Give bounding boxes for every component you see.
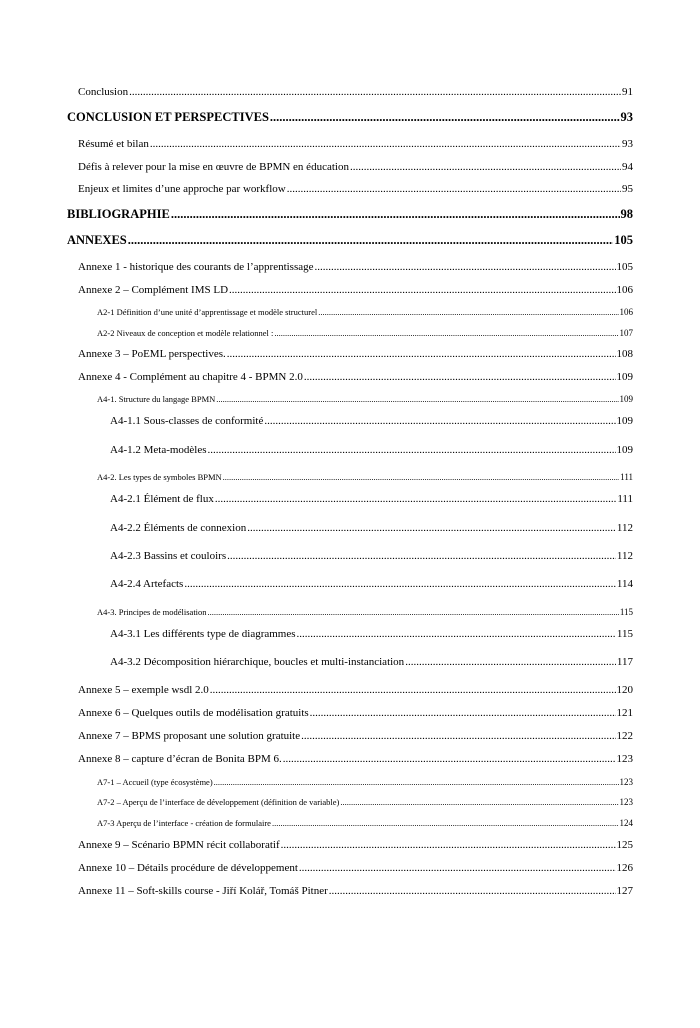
toc-entry[interactable] (78, 138, 633, 150)
toc-entry[interactable] (78, 862, 633, 874)
toc-entry-page: 124 (619, 818, 633, 828)
toc-entry-title: Annexe 9 – Scénario BPMN récit collaboratif (78, 839, 280, 851)
toc-entry-page: 112 (616, 550, 633, 562)
toc-entry-page: 94 (622, 161, 633, 173)
dot-leader (270, 110, 620, 125)
toc-entry[interactable] (97, 307, 633, 317)
toc-entry-page: 109 (616, 444, 633, 456)
toc-entry-page: 123 (619, 797, 633, 807)
toc-entry-title: BIBLIOGRAPHIE (67, 207, 170, 221)
toc-entry-page: 123 (616, 753, 633, 765)
toc-entry[interactable] (97, 328, 633, 338)
dot-leader (272, 818, 619, 828)
toc-entry-title: Résumé et bilan (78, 138, 149, 150)
toc-entry[interactable] (110, 493, 633, 505)
toc-entry-title: Annexe 6 – Quelques outils de modélisation gratuits (78, 707, 309, 719)
toc-entry-title: Enjeux et limites d’une approche par workflow (78, 183, 286, 195)
toc-entry[interactable] (67, 233, 633, 248)
toc-entry-title: A4-2.1 Élément de flux (110, 493, 214, 505)
toc-entry[interactable] (78, 371, 633, 383)
toc-entry-page: 93 (620, 110, 633, 124)
toc-entry[interactable] (78, 86, 633, 98)
toc-entry[interactable] (97, 472, 633, 482)
toc-entry-title: A4-1. Structure du langage BPMN (97, 394, 216, 404)
toc-entry-page: 109 (616, 371, 633, 383)
dot-leader (223, 472, 619, 482)
toc-entry-page: 106 (619, 307, 633, 317)
toc-entry-page: 98 (620, 207, 633, 221)
dot-leader (304, 371, 616, 383)
dot-leader (287, 183, 621, 195)
toc-entry-title: A7-1 – Accueil (type écosystème) (97, 777, 213, 787)
toc-entry-page: 93 (622, 138, 633, 150)
toc-entry-title: Annexe 3 – PoEML perspectives. (78, 348, 226, 360)
dot-leader (350, 161, 621, 173)
toc-entry-title: A4-3.2 Décomposition hiérarchique, boucles et multi-instanciation (110, 656, 405, 668)
toc-entry-title: Annexe 11 – Soft-skills course - Jiří Kolář, Tomáš Pitner (78, 885, 328, 897)
dot-leader (208, 607, 619, 617)
toc-entry[interactable] (97, 818, 633, 828)
toc-entry-page: 121 (616, 707, 633, 719)
toc-entry-title: Annexe 2 – Complément IMS LD (78, 284, 229, 296)
dot-leader (283, 753, 616, 765)
toc-entry-page: 127 (616, 885, 633, 897)
dot-leader (340, 797, 618, 807)
toc-entry-title: A4-2.2 Éléments de connexion (110, 522, 247, 534)
toc-entry[interactable] (78, 707, 633, 719)
dot-leader (128, 233, 614, 248)
dot-leader (214, 777, 619, 787)
toc-entry[interactable] (97, 777, 633, 787)
dot-leader (227, 348, 616, 360)
toc-entry-title: Annexe 5 – exemple wsdl 2.0 (78, 684, 209, 696)
toc-entry[interactable] (78, 261, 633, 273)
toc-entry-page: 105 (616, 261, 633, 273)
toc-entry[interactable] (78, 730, 633, 742)
toc-entry[interactable] (110, 415, 633, 427)
toc-entry-page: 115 (619, 607, 633, 617)
toc-entry-page: 126 (616, 862, 633, 874)
toc-entry-title: A4-1.2 Meta-modèles (110, 444, 207, 456)
toc-entry-page: 123 (619, 777, 633, 787)
toc-entry-page: 115 (616, 628, 633, 640)
dot-leader (315, 261, 616, 273)
toc-entry[interactable] (97, 797, 633, 807)
dot-leader (229, 284, 615, 296)
toc-entry-title: CONCLUSION ET PERSPECTIVES (67, 110, 269, 124)
dot-leader (216, 394, 618, 404)
toc-entry[interactable] (110, 628, 633, 640)
dot-leader (171, 207, 620, 222)
dot-leader (215, 493, 616, 505)
toc-entry-title: Défis à relever pour la mise en œuvre de BPMN en éducation (78, 161, 349, 173)
toc-entry[interactable] (110, 578, 633, 590)
toc-entry-title: A4-3.1 Les différents type de diagrammes (110, 628, 296, 640)
toc-entry-page: 114 (616, 578, 633, 590)
toc-entry-page: 111 (617, 493, 633, 505)
toc-entry[interactable] (97, 394, 633, 404)
toc-entry-page: 122 (616, 730, 633, 742)
dot-leader (274, 328, 618, 338)
toc-entry-title: Annexe 4 - Complément au chapitre 4 - BPMN 2.0 (78, 371, 303, 383)
toc-entry-page: 111 (620, 472, 633, 482)
toc-entry-title: A7-2 – Aperçu de l’interface de développement (définition de variable) (97, 797, 340, 807)
dot-leader (210, 684, 616, 696)
toc-entry-title: A4-2.3 Bassins et couloirs (110, 550, 227, 562)
dot-leader (405, 656, 616, 668)
toc-entry-page: 108 (616, 348, 633, 360)
dot-leader (208, 444, 616, 456)
toc-entry-title: A4-3. Principes de modélisation (97, 607, 207, 617)
toc-entry-page: 106 (616, 284, 633, 296)
toc-entry-title: A7-3 Aperçu de l’interface - création de formulaire (97, 818, 271, 828)
toc-entry-title: A4-1.1 Sous-classes de conformité (110, 415, 264, 427)
toc-entry[interactable] (78, 753, 633, 765)
toc-entry-title: ANNEXES (67, 233, 127, 247)
dot-leader (184, 578, 616, 590)
toc-entry[interactable] (78, 284, 633, 296)
toc-entry-title: Annexe 1 - historique des courants de l’apprentissage (78, 261, 314, 273)
toc-entry-title: A2-1 Définition d’une unité d’apprentissage et modèle structurel (97, 307, 318, 317)
toc-entry[interactable] (110, 522, 633, 534)
toc-entry-page: 109 (619, 394, 633, 404)
toc-entry-page: 117 (616, 656, 633, 668)
dot-leader (301, 730, 615, 742)
toc-entry[interactable] (78, 839, 633, 851)
toc-entry-title: Annexe 10 – Détails procédure de développement (78, 862, 298, 874)
toc-entry[interactable] (78, 161, 633, 173)
dot-leader (281, 839, 616, 851)
toc-entry-page: 107 (619, 328, 633, 338)
toc-entry[interactable] (78, 684, 633, 696)
toc-entry-page: 91 (622, 86, 633, 98)
toc-entry[interactable] (78, 348, 633, 360)
toc-entry-page: 120 (616, 684, 633, 696)
toc-entry[interactable] (67, 207, 633, 222)
toc-entry-page: 95 (622, 183, 633, 195)
toc-entry[interactable] (78, 885, 633, 897)
dot-leader (129, 86, 621, 98)
toc-entry-title: A4-2. Les types de symboles BPMN (97, 472, 222, 482)
toc-entry-page: 105 (614, 233, 633, 247)
dot-leader (310, 707, 616, 719)
toc-entry-title: A4-2.4 Artefacts (110, 578, 184, 590)
toc-entry[interactable] (110, 444, 633, 456)
dot-leader (318, 307, 618, 317)
dot-leader (227, 550, 616, 562)
dot-leader (329, 885, 616, 897)
toc-entry-title: Annexe 7 – BPMS proposant une solution gratuite (78, 730, 301, 742)
toc-entry-title: A2-2 Niveaux de conception et modèle relationnel : (97, 328, 274, 338)
toc-entry[interactable] (97, 607, 633, 617)
dot-leader (150, 138, 621, 150)
toc-entry-title: Conclusion (78, 86, 129, 98)
toc-entry[interactable] (78, 183, 633, 195)
dot-leader (299, 862, 616, 874)
toc-entry[interactable] (110, 550, 633, 562)
toc-entry[interactable] (110, 656, 633, 668)
toc-entry-title: Annexe 8 – capture d’écran de Bonita BPM 6. (78, 753, 282, 765)
dot-leader (264, 415, 615, 427)
toc-entry-page: 125 (616, 839, 633, 851)
dot-leader (247, 522, 616, 534)
dot-leader (297, 628, 616, 640)
toc-entry[interactable] (67, 110, 633, 125)
toc-entry-page: 112 (616, 522, 633, 534)
toc-entry-page: 109 (616, 415, 633, 427)
